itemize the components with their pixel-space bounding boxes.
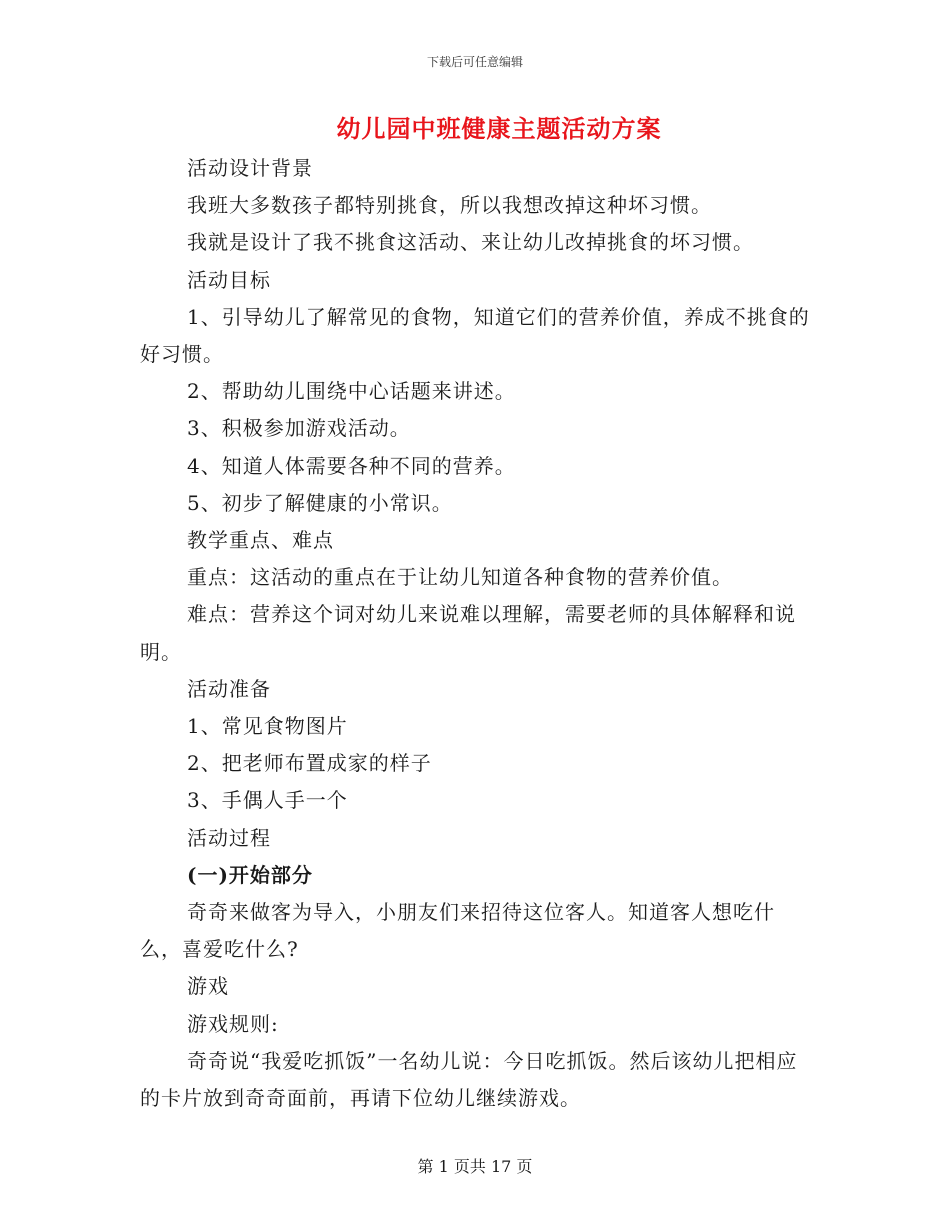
paragraph-background-heading: 活动设计背景 [187, 156, 313, 180]
document-title: 幼儿园中班健康主题活动方案 [336, 114, 662, 143]
paragraph: 奇奇说“我爱吃抓饭”一名幼儿说：今日吃抓饭。然后该幼儿把相应的卡片放到奇奇面前，再请下位幼儿继续游戏。 [140, 1048, 798, 1111]
paragraph: 难点：营养这个词对幼儿来说难以理解，需要老师的具体解释和说明。 [140, 602, 796, 664]
paragraph: 我班大多数孩子都特别挑食，所以我想改掉这种坏习惯。 [187, 193, 712, 218]
document-body [140, 150, 810, 1117]
paragraph-goal-item: 2、帮助幼儿围绕中心话题来讲述。 [187, 379, 516, 404]
paragraph-preparation-item: 2、把老师布置成家的样子 [187, 751, 432, 776]
paragraph-rules-heading: 游戏规则: [187, 1011, 279, 1036]
paragraph-game-heading: 游戏 [187, 974, 229, 999]
paragraph: 重点：这活动的重点在于让幼儿知道各种食物的营养价值。 [187, 565, 733, 590]
paragraph-section-heading: (一)开始部分 [187, 862, 313, 887]
paragraph-preparation-item: 3、手偶人手一个 [187, 788, 348, 813]
paragraph: 奇奇来做客为导入，小朋友们来招待这位客人。知道客人想吃什么，喜爱吃什么? [140, 900, 775, 962]
paragraph-goal-item: 1、引导幼儿了解常见的食物，知道它们的营养价值，养成不挑食的好习惯。 [140, 304, 810, 367]
paragraph-goal-item: 5、初步了解健康的小常识。 [187, 490, 453, 515]
paragraph-goal-item: 4、知道人体需要各种不同的营养。 [187, 453, 516, 478]
paragraph-goals-heading: 活动目标 [187, 267, 271, 292]
paragraph-preparation-item: 1、常见食物图片 [187, 714, 348, 739]
paragraph-key-points-heading: 教学重点、难点 [187, 528, 334, 553]
page-header: 下载后可任意编辑 [426, 55, 523, 69]
paragraph-preparation-heading: 活动准备 [187, 676, 271, 701]
paragraph-process-heading: 活动过程 [187, 825, 271, 850]
paragraph-goal-item: 3、积极参加游戏活动。 [187, 416, 411, 441]
page-footer: 第 1 页共 17 页 [417, 1157, 533, 1176]
paragraph: 我就是设计了我不挑食这活动、来让幼儿改掉挑食的坏习惯。 [187, 230, 754, 255]
